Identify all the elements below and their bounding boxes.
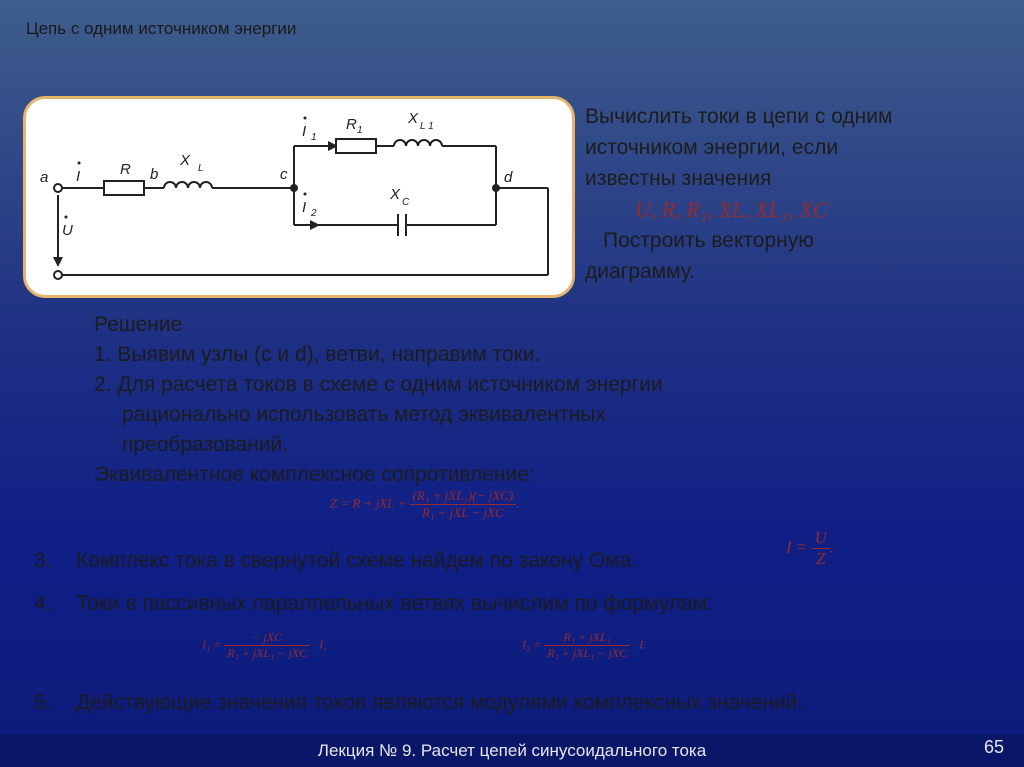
step-4-text: Токи в пассивных параллельных ветвях вычислим по формулам: (76, 592, 713, 615)
step-5-text: Действующие значения токов являются модулями комплексных значений. (76, 691, 804, 714)
r1-sub: 1 (357, 125, 363, 136)
problem-line-3: известны значения (585, 167, 772, 190)
formula-i1-frac (224, 630, 310, 661)
resistor-r1 (336, 139, 376, 153)
terminal-a (54, 184, 62, 192)
xl1-sub: L 1 (420, 121, 434, 132)
solution-heading: Решение (94, 313, 183, 336)
equiv-impedance-label: Эквивалентное комплексное сопротивление: (94, 463, 535, 486)
formula-z-num: (R₁ + jXL₁)(− jXC) (410, 488, 517, 505)
formula-i1-left: I₁ = (202, 637, 222, 652)
formula-i2-num: R₁ + jXL₁ (544, 630, 630, 646)
formula-i-num: U (812, 528, 830, 549)
formula-i-den: Z (816, 549, 826, 568)
step-3-num: 3. (34, 549, 52, 572)
solution-step-2b: рационально использовать метод эквивалентных (122, 403, 606, 426)
formula-i2-den: R₁ + jXL₁ − jXC (547, 646, 628, 660)
problem-line-1: Вычислить токи в цепи с одним (585, 105, 893, 128)
step-3 (34, 549, 637, 573)
node-d-label: d (504, 169, 513, 186)
current-2-label: I (302, 199, 307, 216)
node-a-label: a (40, 169, 49, 186)
formula-i1-den: R₁ + jXL₁ − jXC (227, 646, 308, 660)
formula-z-frac (410, 488, 517, 521)
problem-line-5: диаграмму. (585, 260, 696, 283)
xl1-label: X (408, 110, 419, 127)
solution-step-2a: 2. Для расчета токов в схеме с одним источником энергии (94, 373, 663, 396)
formula-z-left: Z = R + jXL + (330, 495, 407, 511)
circuit-svg (26, 99, 572, 295)
formula-z-den: R₁ + jXL − jXC (421, 505, 504, 520)
step-3-text: Комплекс тока в свернутой схеме найдем по закону Ома: (76, 549, 638, 572)
xl-sub: L (198, 163, 204, 174)
formula-i: I = $\frac{U}{Z}$ . (786, 528, 835, 568)
node-b-label: b (150, 166, 159, 183)
xl-label: X (180, 152, 191, 169)
formula-i1 (202, 630, 326, 661)
formula-i1-num: − jXC (224, 630, 310, 646)
formula-i-left: I = (786, 537, 808, 557)
node-c-label: c (280, 166, 288, 183)
step-4-num: 4. (34, 592, 52, 615)
terminal-bottom (54, 271, 62, 279)
current-2-sub: 2 (311, 208, 317, 219)
r-label: R (120, 161, 131, 178)
resistor-r (104, 181, 144, 195)
formula-i2 (522, 630, 646, 661)
current-1-sub: 1 (311, 132, 317, 143)
solution-step-2c: преобразований. (122, 433, 289, 456)
xc-label: X (390, 186, 401, 203)
page-number: 65 (983, 737, 1004, 757)
given-values: U, R, R₁, XL, XL₁, XC (635, 197, 828, 222)
step-5-num: 5. (34, 691, 52, 714)
slide-title: Цепь с одним источником энергии (26, 19, 297, 38)
xc-sub: C (402, 197, 410, 208)
current-1-label: I (302, 123, 307, 140)
formula-i2-left: I₂ = (522, 637, 542, 652)
problem-line-2: источником энергии, если (585, 136, 839, 159)
solution-step-1: 1. Выявим узлы (c и d), ветви, направим токи. (94, 343, 541, 366)
problem-line-4: Построить векторную (603, 229, 814, 252)
current-main-label: I (76, 168, 81, 185)
inductor-xl (164, 182, 212, 188)
inductor-xl1 (394, 140, 442, 146)
formula-z: Z = R + jXL + $\frac{\text{(R₁ + jXL₁)(− jXC)}}{\text{R₁ + jXL − jXC}}$ . (330, 488, 520, 520)
problem-statement (585, 101, 1005, 287)
step-4 (34, 592, 713, 616)
footer-title: Лекция № 9. Расчет цепей синусоидального тока (317, 741, 707, 760)
circuit-diagram (23, 96, 575, 298)
r1-label: R (346, 116, 357, 133)
formula-i2-tail: · I. (633, 637, 647, 652)
formula-i2-frac (544, 630, 630, 661)
voltage-label: U (62, 222, 73, 239)
formula-i-frac (812, 528, 830, 569)
formula-i1-tail: · I, (313, 637, 327, 652)
step-5 (34, 691, 803, 715)
solution-block (94, 310, 814, 490)
